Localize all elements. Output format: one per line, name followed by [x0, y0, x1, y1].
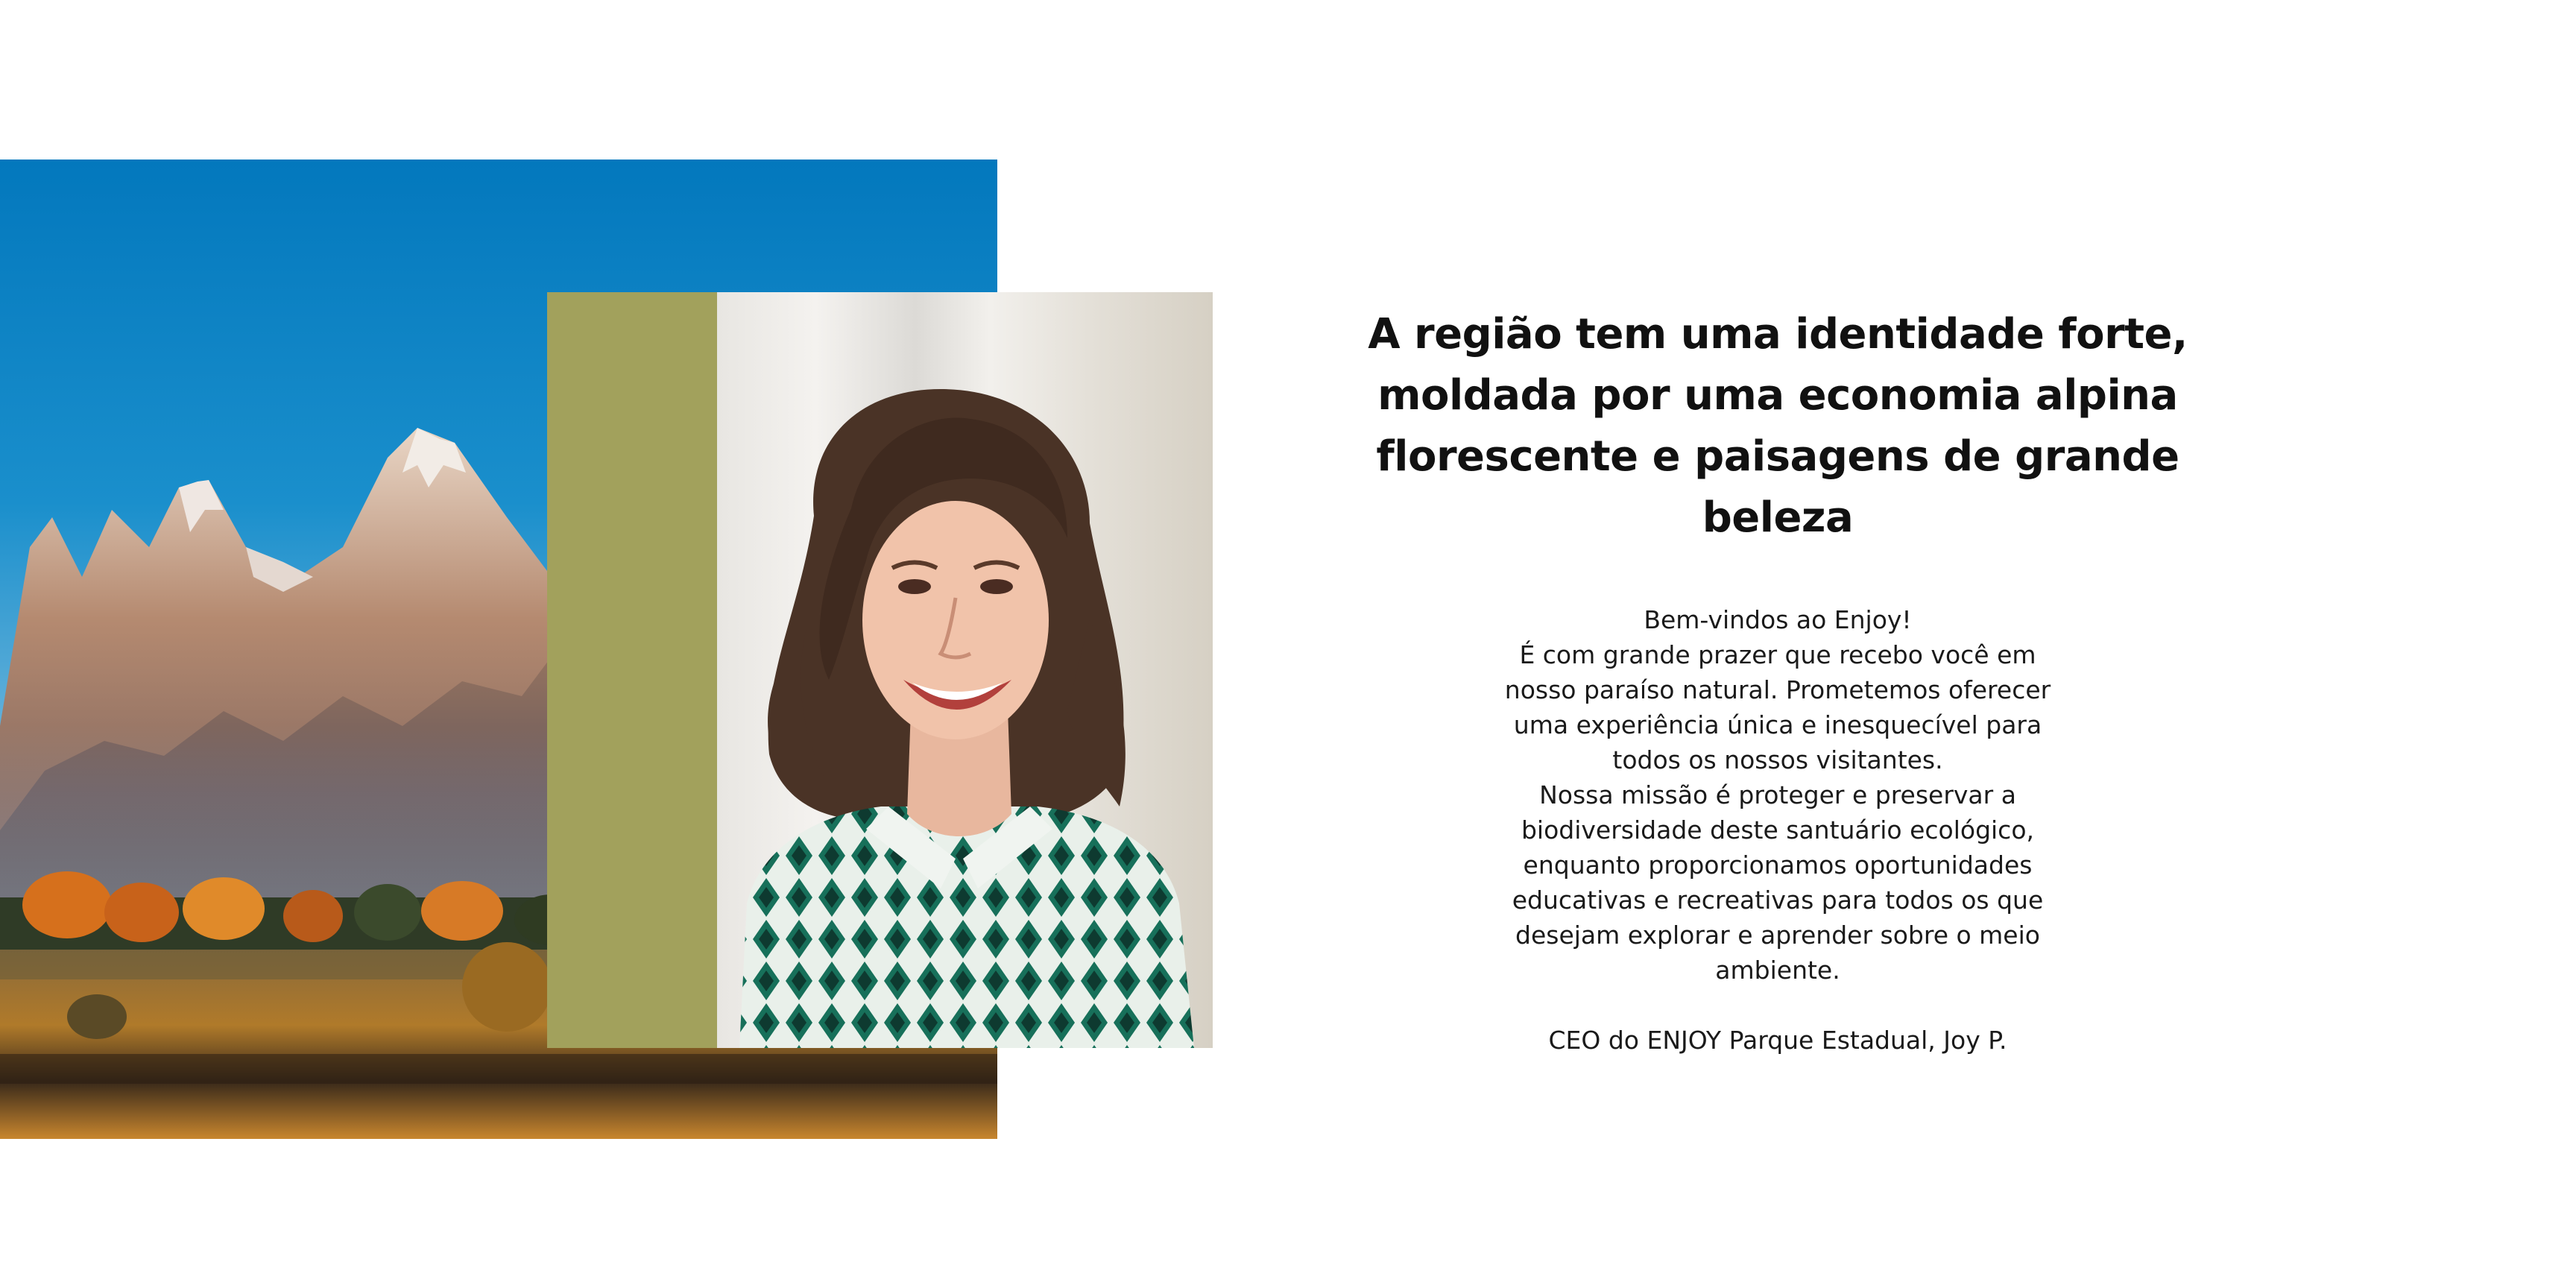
text-column — [1312, 304, 2244, 1058]
ceo-signature: CEO do ENJOY Parque Estadual, Joy P. — [1548, 1026, 2007, 1055]
paragraph-line: todos os nossos visitantes. — [1612, 745, 1943, 774]
headline — [1312, 304, 2244, 549]
portrait-illustration — [717, 292, 1213, 1048]
welcome-paragraph-1 — [1494, 637, 2061, 777]
paragraph-line: Nossa missão é proteger e preservar a — [1539, 780, 2016, 809]
paragraph-line: nosso paraíso natural. Prometemos oferecer — [1504, 675, 2051, 704]
olive-accent-block — [547, 292, 717, 1048]
paragraph-line: biodiversidade deste santuário ecológico, — [1521, 815, 2035, 845]
paragraph-line: enquanto proporcionamos oportunidades — [1523, 850, 2033, 880]
headline-line: moldada por uma economia alpina — [1377, 371, 2178, 420]
welcome-message — [1494, 602, 2061, 1058]
paragraph-line: desejam explorar e aprender sobre o meio — [1515, 921, 2040, 950]
paragraph-line: ambiente. — [1715, 956, 1840, 985]
paragraph-line: uma experiência única e inesquecível para — [1513, 710, 2042, 739]
portrait-image — [717, 292, 1213, 1048]
paragraph-line: educativas e recreativas para todos os que — [1512, 886, 2044, 915]
headline-line: florescente e paisagens de grande beleza — [1376, 432, 2179, 542]
paragraph-line: É com grande prazer que recebo você em — [1519, 640, 2036, 669]
welcome-greeting: Bem-vindos ao Enjoy! — [1644, 605, 1912, 634]
welcome-paragraph-2 — [1494, 777, 2061, 988]
headline-line: A região tem uma identidade forte, — [1368, 310, 2188, 359]
